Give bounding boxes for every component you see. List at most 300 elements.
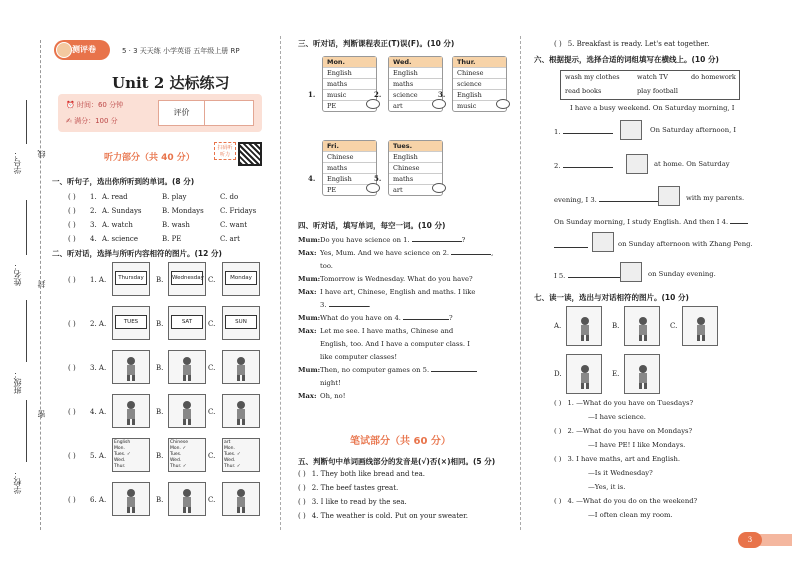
answer-blank[interactable] <box>451 247 494 257</box>
binding-margin <box>0 0 50 566</box>
page-number: 3 <box>738 532 762 548</box>
schedule-subject: science <box>389 89 442 100</box>
answer-paren[interactable]: ( ) <box>298 512 306 520</box>
passage-line: On Saturday afternoon, I <box>650 126 737 134</box>
dialogue-punct: ? <box>448 314 453 322</box>
student-no-line <box>26 100 27 144</box>
person-figure-icon <box>633 363 653 389</box>
section-7 <box>534 292 749 306</box>
schedule-subject: music <box>323 89 376 100</box>
option-b-label: B. <box>156 320 164 328</box>
dialogue-line <box>298 364 510 377</box>
qr-code-icon[interactable] <box>238 142 262 166</box>
dialogue-text: Oh, no! <box>320 392 346 400</box>
judgement-row <box>298 498 510 512</box>
schedule-table-line: art <box>224 440 231 445</box>
schedule-subject: English <box>389 67 442 78</box>
schedule-table <box>224 440 241 470</box>
option-c-label: C. <box>208 408 216 416</box>
speaker-label: Max: <box>298 288 317 296</box>
section-2-title: 二、听对话，选择与所听内容相符的图片。(12 分) <box>52 249 222 258</box>
schedule-card <box>388 56 446 112</box>
dialogue-line <box>298 390 510 403</box>
judgement-sentence: 1. They both like bread and tea. <box>311 470 426 478</box>
calendar-caption: SUN <box>225 315 257 329</box>
answer-paren[interactable]: ( ) <box>554 497 562 505</box>
grade-box <box>158 100 254 126</box>
passage-line: On Sunday morning, I study English. And then I 4. <box>554 216 748 226</box>
dialogue-line <box>298 299 510 312</box>
choice-row <box>52 204 264 218</box>
name-label: 姓名： <box>13 262 22 286</box>
answer-paren[interactable]: ( ) <box>68 221 76 229</box>
qa-question-text: 2. —What do you have on Mondays? <box>567 427 693 435</box>
option-c: C. Fridays <box>220 207 257 215</box>
picture-question-row <box>52 306 264 340</box>
section-3 <box>298 38 510 52</box>
seal2-marker: 密 <box>37 410 46 418</box>
picture-question-row <box>52 262 264 296</box>
dialogue-line <box>298 338 510 351</box>
schedule-subject: maths <box>323 78 376 89</box>
passage-line: at home. On Saturday <box>654 160 730 168</box>
schedule-number: 5. <box>374 174 382 183</box>
reading-picture <box>620 262 642 282</box>
dialogue-text: I have art, Chinese, English and maths. I like <box>320 288 476 296</box>
series-info: 5 · 3 天天练 小学英语 五年级上册 RP <box>122 47 240 55</box>
word-bank-item: do homework <box>691 73 736 81</box>
schedule-subject: Chinese <box>323 151 376 162</box>
qa-question <box>554 452 764 466</box>
option-c: C. do <box>220 193 239 201</box>
picture-option-label: A. <box>554 322 562 330</box>
option-picture[interactable] <box>112 350 150 384</box>
option-b: B. play <box>162 193 187 201</box>
option-c-label: C. <box>208 496 216 504</box>
option-c: C. art <box>220 235 240 243</box>
answer-paren[interactable]: ( ) <box>68 193 76 201</box>
washing-picture <box>620 120 642 140</box>
person-figure-icon <box>633 315 653 341</box>
answer-blank[interactable] <box>568 270 620 278</box>
option-picture[interactable] <box>168 350 206 384</box>
option-picture[interactable] <box>112 438 150 472</box>
section-2-rows <box>52 262 264 532</box>
answer-paren[interactable]: ( ) <box>298 498 306 506</box>
schedule-card <box>322 56 377 112</box>
option-picture[interactable] <box>168 262 206 296</box>
dialogue-punct: ? <box>461 236 466 244</box>
picture-option-label: C. <box>670 322 678 330</box>
schedule-table-line: Wed. <box>114 458 126 463</box>
option-c-label: C. <box>208 276 216 284</box>
schedule-table <box>114 440 131 470</box>
speaker-label: Max: <box>298 392 317 400</box>
passage-line: on Sunday evening. <box>648 270 716 278</box>
option-picture[interactable] <box>112 306 150 340</box>
judgement-row <box>298 484 510 498</box>
option-picture[interactable] <box>222 394 260 428</box>
word-bank-item: watch TV <box>637 73 668 81</box>
section-7-title: 七、读一读，选出与对话相符的图片。(10 分) <box>534 293 689 302</box>
section-6-title: 六、根据提示，选择合适的词组填写在横线上。(10 分) <box>534 55 719 64</box>
option-a: A. watch <box>102 221 133 229</box>
homework-picture <box>626 154 648 174</box>
dialogue-text: Then, no computer games on 5. <box>320 366 430 374</box>
schedule-table-line: Tues. ✓ <box>224 452 241 457</box>
dialogue-line <box>298 325 510 338</box>
section-1-title: 一、听句子，选出你所听到的单词。(8 分) <box>52 177 195 186</box>
schedule-table-line: Thur. ✓ <box>170 464 187 469</box>
football-picture <box>592 232 614 252</box>
schedule-table-line: Wed. <box>170 458 182 463</box>
dialogue-line <box>298 247 510 260</box>
schedule-number: 2. <box>374 90 382 99</box>
section-1 <box>52 176 264 246</box>
answer-blank[interactable] <box>730 216 748 224</box>
option-a: A. read <box>102 193 128 201</box>
dialogue-line <box>298 260 510 273</box>
name-line <box>26 200 27 255</box>
dialogue-punct: . <box>368 301 371 309</box>
option-b-label: B. <box>156 496 164 504</box>
person-figure-icon <box>121 355 141 381</box>
option-picture[interactable] <box>112 394 150 428</box>
class-label: 班级： <box>13 370 22 394</box>
qr-label: 扫码听听力 <box>214 142 236 160</box>
qa-question <box>554 494 764 508</box>
dialogue-line <box>298 286 510 299</box>
option-num: 2. <box>90 207 97 215</box>
writing-header: 笔试部分（共 60 分） <box>350 436 451 447</box>
judgement-row <box>298 470 510 484</box>
option-picture[interactable] <box>112 262 150 296</box>
option-picture[interactable] <box>566 306 602 346</box>
answer-paren[interactable]: ( ) <box>68 364 76 372</box>
listening-header: 听力部分（共 40 分） <box>104 153 195 163</box>
option-b: B. PE <box>162 235 182 243</box>
answer-paren[interactable]: ( ) <box>68 235 76 243</box>
passage-line: with my parents. <box>686 194 745 202</box>
person-figure-icon <box>691 315 711 341</box>
schedule-table <box>170 440 188 470</box>
schedule-subject: PE <box>323 100 376 111</box>
answer-paren[interactable]: ( ) <box>68 408 76 416</box>
section-2 <box>52 248 264 262</box>
unit-title: Unit 2 达标练习 <box>112 74 230 92</box>
answer-oval[interactable] <box>366 99 380 109</box>
column-divider <box>280 36 281 530</box>
section-3-schedules <box>298 56 510 216</box>
qa-answer: —Is it Wednesday? <box>588 469 653 477</box>
passage-line: evening, I 3. <box>554 194 659 204</box>
qa-question <box>554 396 764 410</box>
option-picture[interactable] <box>168 438 206 472</box>
schedule-subject: English <box>389 151 442 162</box>
dialogue-line <box>298 377 510 390</box>
column-divider <box>520 36 521 530</box>
picture-question-row <box>52 482 264 516</box>
section-4 <box>298 220 510 403</box>
schedule-day: Tues. <box>389 141 442 151</box>
qa-answer: —I often clean my room. <box>588 511 673 519</box>
answer-blank[interactable] <box>431 364 477 372</box>
option-num: 3. <box>90 221 97 229</box>
passage-line: 1. <box>554 126 613 136</box>
schedule-table-line: Thur. <box>114 464 126 469</box>
dialogue-text: Yes, Mum. And we have science on 2. <box>320 249 450 257</box>
option-picture[interactable] <box>222 306 260 340</box>
schedule-table-line: Tues. <box>170 452 182 457</box>
judgement-sentence: 4. The weather is cold. Put on your sweater. <box>311 512 468 520</box>
option-picture[interactable] <box>222 262 260 296</box>
calendar-caption: Wednesday <box>171 271 203 285</box>
section-3-title: 三、听对话，判断课程表正(T)误(F)。(10 分) <box>298 39 455 48</box>
schedule-table-line: Tues. ✓ <box>114 452 131 457</box>
schedule-table-line: Chinese <box>170 440 188 445</box>
grade-label: 评价 <box>159 101 205 125</box>
schedule-number: 1. <box>308 90 316 99</box>
passage-line <box>554 240 588 250</box>
option-num: 1. <box>90 193 97 201</box>
schedule-subject: maths <box>389 173 442 184</box>
section-5-row-5 <box>554 40 709 48</box>
schedule-table-line: Mon. ✓ <box>170 446 187 451</box>
passage-line: 2. <box>554 160 613 170</box>
schedule-day: Fri. <box>323 141 376 151</box>
section-5-title: 五、判断句中单词画线部分的发音是(√)否(×)相同。(5 分) <box>298 457 496 466</box>
schedule-day: Wed. <box>389 57 442 67</box>
qa-question-text: 4. —What do you do on the weekend? <box>567 497 698 505</box>
section-4-title: 四、听对话，填写单词，每空一词。(10 分) <box>298 221 446 230</box>
option-b: B. wash <box>162 221 190 229</box>
schedule-subject: Chinese <box>453 67 506 78</box>
schedule-number: 3. <box>438 90 446 99</box>
answer-paren[interactable]: ( ) <box>554 399 562 407</box>
option-c-label: C. <box>208 320 216 328</box>
schedule-table-line: Wed. <box>224 458 236 463</box>
option-b-label: B. <box>156 452 164 460</box>
schedule-table-line: Thur. ✓ <box>224 464 241 469</box>
answer-paren[interactable]: ( ) <box>68 276 76 284</box>
dialogue-text: English, too. And I have a computer class. I <box>320 340 470 348</box>
judgement-row <box>298 512 510 526</box>
person-figure-icon <box>231 487 251 513</box>
answer-paren[interactable]: ( ) <box>298 470 306 478</box>
answer-blank[interactable] <box>329 299 369 307</box>
dialogue-text: Let me see. I have maths, Chinese and <box>320 327 454 335</box>
answer-blank[interactable] <box>563 160 613 168</box>
person-figure-icon <box>575 315 595 341</box>
option-picture[interactable] <box>168 394 206 428</box>
seal-marker: 封 <box>37 280 46 288</box>
mascot-icon <box>56 42 72 58</box>
word-bank-item: read books <box>565 87 602 95</box>
speaker-label: Mum: <box>298 275 321 283</box>
judgement-sentence: 3. I like to read by the sea. <box>311 498 407 506</box>
answer-oval[interactable] <box>366 183 380 193</box>
schedule-day: Thur. <box>453 57 506 67</box>
dialogue-text: What do you have on 4. <box>320 314 401 322</box>
picture-question-row <box>52 350 264 384</box>
dialogue-text: Tomorrow is Wednesday. What do you have? <box>320 275 473 283</box>
section-6 <box>534 54 749 68</box>
option-a: A. Sundays <box>102 207 142 215</box>
school-line <box>26 400 27 462</box>
option-c: C. want <box>220 221 248 229</box>
passage-line: I 5. <box>554 270 620 280</box>
picture-option-label: E. <box>612 370 620 378</box>
line-marker: 线 <box>37 150 46 158</box>
choice-row <box>52 190 264 204</box>
dialogue-text: Do you have science on 1. <box>320 236 410 244</box>
calendar-caption: SAT <box>171 315 203 329</box>
answer-paren[interactable]: ( ) <box>68 452 76 460</box>
answer-oval[interactable] <box>432 99 446 109</box>
section-5 <box>298 456 510 526</box>
schedule-day: Mon. <box>323 57 376 67</box>
calendar-caption: Monday <box>225 271 257 285</box>
option-picture[interactable] <box>682 306 718 346</box>
section-7-questions <box>554 396 764 522</box>
calendar-caption: TUES <box>115 315 147 329</box>
person-figure-icon <box>231 399 251 425</box>
picture-question-row <box>52 438 264 472</box>
answer-paren[interactable]: ( ) <box>68 207 76 215</box>
option-b-label: B. <box>156 276 164 284</box>
dialogue-text: 3. <box>320 301 327 309</box>
schedule-subject: music <box>453 100 506 111</box>
option-a-label: 1. A. <box>90 276 107 284</box>
answer-blank[interactable] <box>412 234 462 242</box>
dialogue-line <box>298 273 510 286</box>
option-a-label: 4. A. <box>90 408 107 416</box>
word-bank-item: wash my clothes <box>565 73 620 81</box>
dialogue-line <box>298 351 510 364</box>
answer-paren[interactable]: ( ) <box>554 455 562 463</box>
option-b: B. Mondays <box>162 207 204 215</box>
person-figure-icon <box>121 487 141 513</box>
option-a-label: 3. A. <box>90 364 107 372</box>
person-figure-icon <box>177 355 197 381</box>
answer-blank[interactable] <box>403 312 449 320</box>
full-score: ✍ 满分：100 分 <box>66 117 118 125</box>
schedule-card <box>452 56 507 112</box>
option-picture[interactable] <box>222 438 260 472</box>
option-picture[interactable] <box>168 482 206 516</box>
person-figure-icon <box>177 399 197 425</box>
option-a-label: 6. A. <box>90 496 107 504</box>
option-b-label: B. <box>156 408 164 416</box>
person-figure-icon <box>121 399 141 425</box>
speaker-label: Max: <box>298 249 317 257</box>
schedule-subject: English <box>323 67 376 78</box>
answer-paren[interactable]: ( ) <box>68 496 76 504</box>
qa-question <box>554 424 764 438</box>
schedule-table-line: Mon. <box>224 446 235 451</box>
picture-option-label: B. <box>612 322 620 330</box>
option-picture[interactable] <box>222 482 260 516</box>
schedule-subject: science <box>453 78 506 89</box>
schedule-subject: Chinese <box>389 162 442 173</box>
judgement-sentence: 2. The beef tastes great. <box>311 484 399 492</box>
option-picture[interactable] <box>566 354 602 394</box>
dialogue-line <box>298 312 510 325</box>
passage-line: on Sunday afternoon with Zhang Peng. <box>618 240 753 248</box>
schedule-table-line: English <box>114 440 131 445</box>
word-bank <box>560 70 740 100</box>
picture-option-label: D. <box>554 370 562 378</box>
answer-oval[interactable] <box>496 99 510 109</box>
qa-answer: —I have PE! I like Mondays. <box>588 441 686 449</box>
option-picture[interactable] <box>222 350 260 384</box>
schedule-subject: PE <box>323 184 376 195</box>
option-c-label: C. <box>208 364 216 372</box>
option-picture[interactable] <box>112 482 150 516</box>
time-limit: ⏰ 时间：60 分钟 <box>66 101 124 109</box>
speaker-label: Mum: <box>298 236 321 244</box>
schedule-subject: maths <box>323 162 376 173</box>
choice-row <box>52 232 264 246</box>
qa-answer: —I have science. <box>588 413 646 421</box>
dialogue-text: too. <box>320 262 333 270</box>
schedule-table-line: Mon. <box>114 446 125 451</box>
speaker-label: Mum: <box>298 314 321 322</box>
speaker-label: Max: <box>298 327 317 335</box>
option-b-label: B. <box>156 364 164 372</box>
answer-paren[interactable]: ( ) <box>68 320 76 328</box>
tv-picture <box>658 186 680 206</box>
dialogue-text: like computer classes! <box>320 353 398 361</box>
answer-paren[interactable]: ( ) <box>554 427 562 435</box>
word-bank-item: play football <box>637 87 678 95</box>
answer-paren[interactable]: ( ) <box>554 40 562 48</box>
answer-paren[interactable]: ( ) <box>298 484 306 492</box>
qa-question-text: 3. I have maths, art and English. <box>567 455 681 463</box>
schedule-subject: English <box>323 173 376 184</box>
option-num: 4. <box>90 235 97 243</box>
option-picture[interactable] <box>168 306 206 340</box>
dialogue-line <box>298 234 510 247</box>
qa-answer: —Yes, it is. <box>588 483 626 491</box>
answer-blank[interactable] <box>563 126 613 134</box>
judgement-sentence: 5. Breakfast is ready. Let's eat together. <box>567 40 710 48</box>
person-figure-icon <box>231 355 251 381</box>
passage-line: I have a busy weekend. On Saturday morning, I <box>570 104 735 112</box>
section-7-pictures <box>554 306 754 394</box>
option-picture[interactable] <box>624 354 660 394</box>
answer-oval[interactable] <box>432 183 446 193</box>
schedule-subject: art <box>389 100 442 111</box>
option-a-label: 5. A. <box>90 452 107 460</box>
schedule-card <box>388 140 443 196</box>
school-label: 学校： <box>13 470 22 494</box>
answer-blank[interactable] <box>599 194 659 202</box>
info-box <box>58 94 262 132</box>
schedule-subject: English <box>453 89 506 100</box>
schedule-card <box>322 140 377 196</box>
choice-row <box>52 218 264 232</box>
option-picture[interactable] <box>624 306 660 346</box>
option-a: A. science <box>102 235 138 243</box>
picture-question-row <box>52 394 264 428</box>
dialogue-punct: , <box>491 249 494 257</box>
person-figure-icon <box>177 487 197 513</box>
schedule-subject: art <box>389 184 442 195</box>
option-a-label: 2. A. <box>90 320 107 328</box>
answer-blank[interactable] <box>554 240 588 248</box>
class-line <box>26 300 27 362</box>
